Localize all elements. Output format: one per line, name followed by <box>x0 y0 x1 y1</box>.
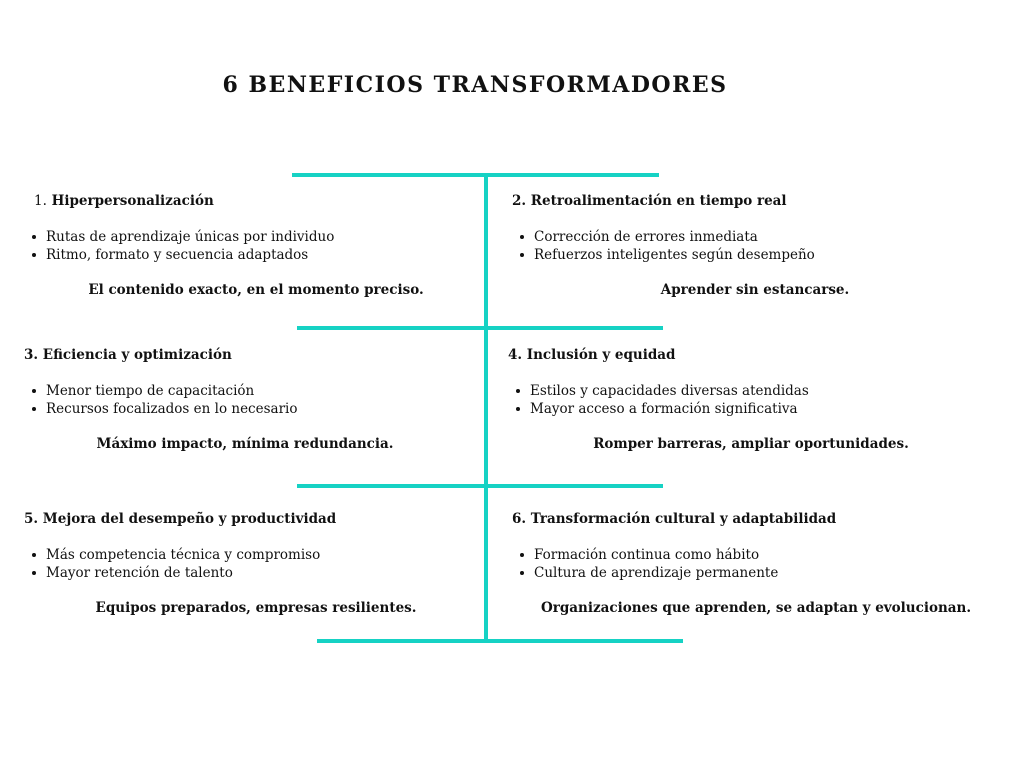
benefit-4-heading: 4. Inclusión y equidad <box>508 347 676 363</box>
benefit-1-number: 1. <box>34 193 47 209</box>
benefit-6-bullet-2: Cultura de aprendizaje permanente <box>512 564 836 582</box>
benefit-1-bullet-1: Rutas de aprendizaje únicas por individuo <box>24 228 334 246</box>
benefit-1-bullets <box>24 228 334 264</box>
benefit-3-bullet-1: Menor tiempo de capacitación <box>24 382 297 400</box>
benefit-3-bullets <box>24 382 297 418</box>
benefit-2-bullets <box>512 228 815 264</box>
benefit-2-tagline: Aprender sin estancarse. <box>660 282 850 298</box>
benefit-1-heading <box>34 192 334 210</box>
benefit-6-bullets <box>512 546 836 582</box>
benefit-5-tagline: Equipos preparados, empresas resilientes. <box>95 600 417 616</box>
benefit-3-heading: 3. Eficiencia y optimización <box>24 347 232 363</box>
benefit-2-heading: 2. Retroalimentación en tiempo real <box>512 193 787 209</box>
page-title: 6 BENEFICIOS TRANSFORMADORES <box>222 72 728 98</box>
benefit-5-bullet-2: Mayor retención de talento <box>24 564 336 582</box>
benefit-6 <box>512 510 836 582</box>
benefit-1-tagline: El contenido exacto, en el momento preciso. <box>88 282 424 298</box>
benefit-3 <box>24 346 297 418</box>
benefit-4 <box>508 346 809 418</box>
benefit-4-bullet-1: Estilos y capacidades diversas atendidas <box>508 382 809 400</box>
benefit-1-title: Hiperpersonalización <box>51 193 214 209</box>
benefit-5-bullet-1: Más competencia técnica y compromiso <box>24 546 336 564</box>
benefit-5 <box>24 510 336 582</box>
benefit-6-tagline: Organizaciones que aprenden, se adaptan y evolucionan. <box>540 600 972 616</box>
benefit-1-bullet-2: Ritmo, formato y secuencia adaptados <box>24 246 334 264</box>
benefit-5-heading: 5. Mejora del desempeño y productividad <box>24 511 337 527</box>
benefit-1 <box>34 192 334 264</box>
benefit-4-bullet-2: Mayor acceso a formación significativa <box>508 400 809 418</box>
benefit-2-bullet-1: Corrección de errores inmediata <box>512 228 815 246</box>
benefit-2 <box>512 192 815 264</box>
benefit-6-heading: 6. Transformación cultural y adaptabilidad <box>512 511 837 527</box>
benefit-3-tagline: Máximo impacto, mínima redundancia. <box>96 436 394 452</box>
benefit-6-bullet-1: Formación continua como hábito <box>512 546 836 564</box>
benefit-2-bullet-2: Refuerzos inteligentes según desempeño <box>512 246 815 264</box>
benefit-3-bullet-2: Recursos focalizados en lo necesario <box>24 400 297 418</box>
benefit-4-tagline: Romper barreras, ampliar oportunidades. <box>593 436 909 452</box>
benefit-5-bullets <box>24 546 336 582</box>
benefit-4-bullets <box>508 382 809 418</box>
